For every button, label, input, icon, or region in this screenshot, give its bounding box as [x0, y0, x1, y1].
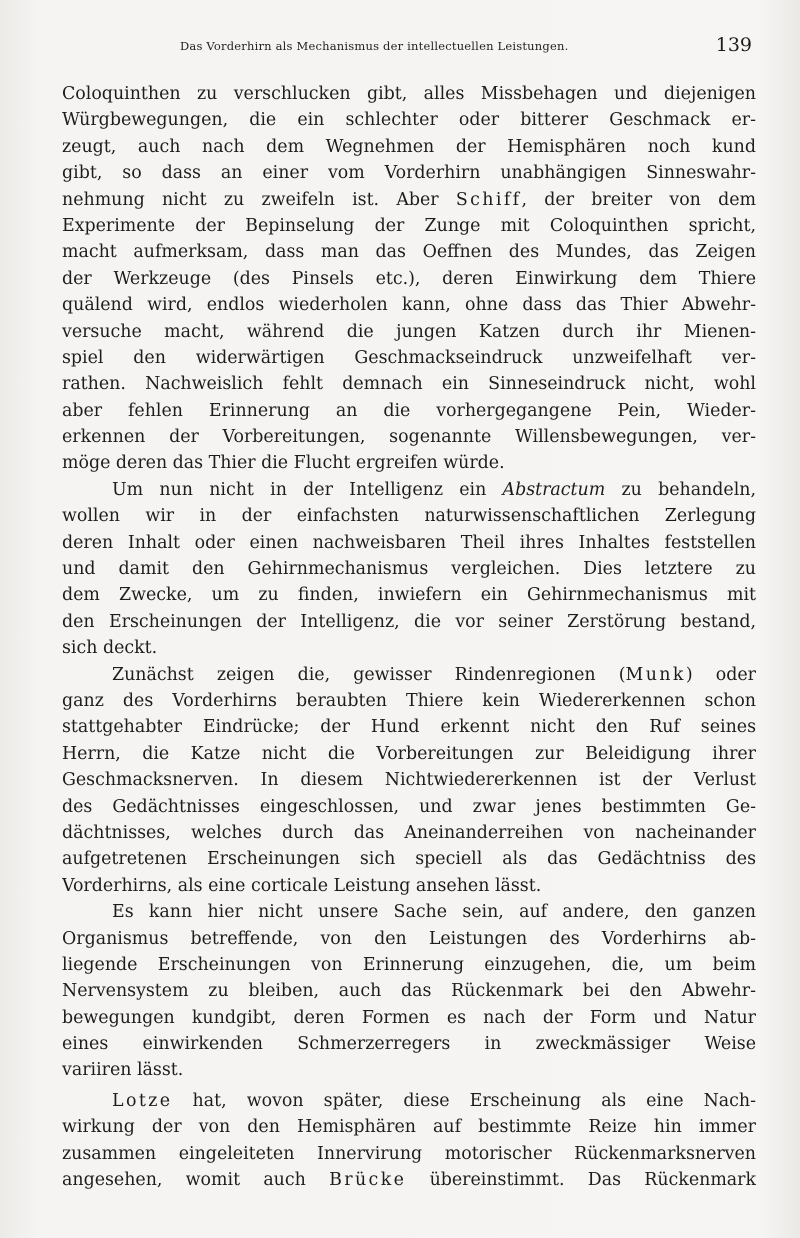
text-line: deren Inhalt oder einen nachweisbaren Theil ihres Inhaltes feststellen	[62, 532, 756, 553]
text-line: Nervensystem zu bleiben, auch das Rückenmark bei den Abwehr-	[62, 981, 756, 1002]
text-line: sich deckt.	[62, 638, 158, 659]
text-line: quälend wird, endlos wiederholen kann, ohne dass das Thier Abwehr-	[62, 295, 756, 316]
text-line: aber fehlen Erinnerung an die vorhergegangene Pein, Wieder-	[62, 400, 756, 421]
text-line: zusammen eingeleiteten Innervirung motorischer Rückenmarksnerven	[62, 1143, 756, 1164]
text-line: und damit den Gehirnmechanismus vergleichen. Dies letztere zu	[62, 559, 756, 580]
text-line: Vorderhirns, als eine corticale Leistung ansehen lässt.	[62, 875, 542, 896]
text-line: erkennen der Vorbereitungen, sogenannte Willensbewegungen, ver-	[62, 427, 756, 448]
page-number: 139	[715, 34, 752, 56]
text-line: eines einwirkenden Schmerzerregers in zweckmässiger Weise	[62, 1034, 756, 1055]
text-line: aufgetretenen Erscheinungen sich speciell als das Gedächtniss des	[62, 849, 756, 870]
text-line: des Gedächtnisses eingeschlossen, und zwar jenes bestimmten Ge-	[62, 796, 756, 817]
text-line: ganz des Vorderhirns beraubten Thiere kein Wiedererkennen schon	[62, 690, 756, 711]
text-line: Es kann hier nicht unsere Sache sein, auf andere, den ganzen	[112, 902, 756, 923]
paragraph	[62, 477, 756, 662]
text-line: den Erscheinungen der Intelligenz, die vor seiner Zerstörung bestand,	[62, 611, 756, 632]
page-header	[62, 36, 756, 60]
text-line: dächtnisses, welches durch das Aneinanderreihen von nacheinander	[62, 822, 756, 843]
text-line: spiel den widerwärtigen Geschmackseindruck unzweifelhaft ver-	[62, 347, 756, 368]
text-line: wirkung der von den Hemisphären auf bestimmte Reize hin immer	[62, 1117, 756, 1138]
text-line: liegende Erscheinungen von Erinnerung einzugehen, die, um beim	[62, 954, 756, 975]
text-line: wollen wir in der einfachsten naturwissenschaftlichen Zerlegung	[62, 506, 756, 527]
text-line: möge deren das Thier die Flucht ergreifen würde.	[62, 453, 505, 474]
text-line: nehmung nicht zu zweifeln ist. Aber Schiff, der breiter von dem	[62, 189, 756, 210]
text-line: Herrn, die Katze nicht die Vorbereitungen zur Beleidigung ihrer	[62, 743, 756, 764]
text-line: stattgehabter Eindrücke; der Hund erkennt nicht den Ruf seines	[62, 717, 756, 738]
paragraph	[62, 81, 756, 477]
text-line: dem Zwecke, um zu finden, inwiefern ein Gehirnmechanismus mit	[62, 585, 756, 606]
text-line: Experimente der Bepinselung der Zunge mit Coloquinthen spricht,	[62, 215, 756, 236]
running-head: Das Vorderhirn als Mechanismus der intellectuellen Leistungen.	[180, 39, 569, 53]
text-line: Um nun nicht in der Intelligenz ein Abstractum zu behandeln,	[112, 479, 756, 500]
text-line: rathen. Nachweislich fehlt demnach ein Sinneseindruck nicht, wohl	[62, 374, 756, 395]
text-line: der Werkzeuge (des Pinsels etc.), deren Einwirkung dem Thiere	[62, 268, 756, 289]
paragraph	[62, 662, 756, 900]
text-line: zeugt, auch nach dem Wegnehmen der Hemisphären noch kund	[62, 136, 756, 157]
text-line: Geschmacksnerven. In diesem Nichtwiedererkennen ist der Verlust	[62, 770, 756, 791]
text-line: versuche macht, während die jungen Katzen durch ihr Mienen-	[62, 321, 756, 342]
text-line: Würgbewegungen, die ein schlechter oder bitterer Geschmack er-	[62, 110, 756, 131]
text-line: macht aufmerksam, dass man das Oeffnen des Mundes, das Zeigen	[62, 242, 756, 263]
text-line: bewegungen kundgibt, deren Formen es nach der Form und Natur	[62, 1007, 756, 1028]
text-line: Lotze hat, wovon später, diese Erscheinung als eine Nach-	[112, 1090, 756, 1111]
text-line: gibt, so dass an einer vom Vorderhirn unabhängigen Sinneswahr-	[62, 163, 756, 184]
text-line: angesehen, womit auch Brücke übereinstimmt. Das Rückenmark	[62, 1170, 756, 1191]
text-line: variiren lässt.	[62, 1060, 184, 1081]
text-line: Organismus betreffende, von den Leistungen des Vorderhirns ab-	[62, 928, 756, 949]
text-line: Coloquinthen zu verschlucken gibt, alles Missbehagen und diejenigen	[62, 84, 756, 104]
paragraph	[62, 899, 756, 1084]
text-line: Zunächst zeigen die, gewisser Rindenregionen (Munk) oder	[112, 664, 756, 685]
paragraph	[62, 1088, 756, 1194]
body-text	[62, 81, 756, 1193]
